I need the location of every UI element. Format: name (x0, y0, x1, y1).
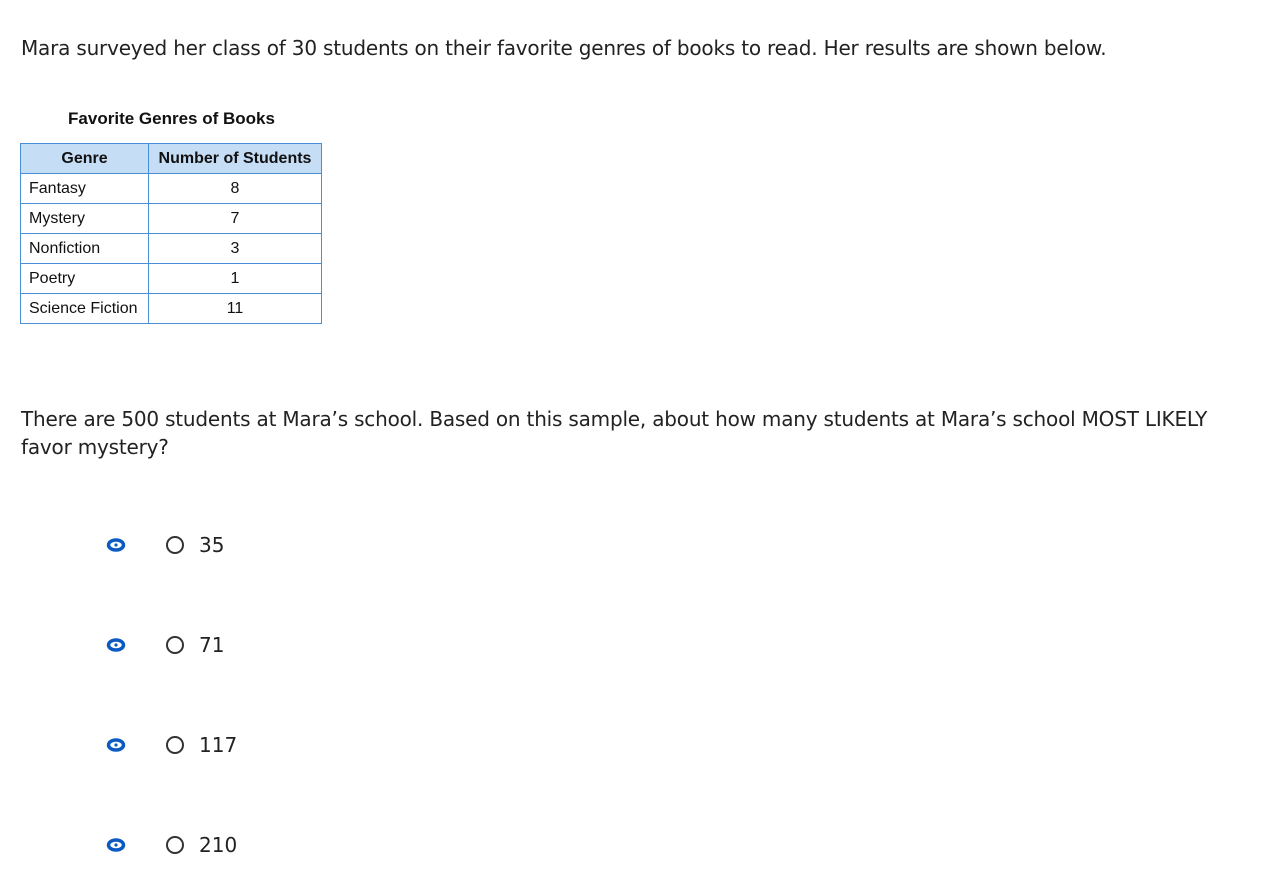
column-header-count: Number of Students (149, 144, 322, 174)
count-cell: 3 (149, 234, 322, 264)
eye-icon[interactable] (106, 835, 126, 855)
radio-button[interactable] (166, 636, 184, 654)
table-row (21, 264, 322, 294)
radio-button[interactable] (166, 536, 184, 554)
answer-choice-a[interactable] (106, 530, 224, 560)
genre-cell: Nonfiction (21, 234, 149, 264)
radio-button[interactable] (166, 736, 184, 754)
count-cell: 7 (149, 204, 322, 234)
genre-cell: Fantasy (21, 174, 149, 204)
choice-label[interactable]: 210 (199, 833, 238, 857)
table-row (21, 174, 322, 204)
count-cell: 1 (149, 264, 322, 294)
genre-cell: Poetry (21, 264, 149, 294)
eye-icon[interactable] (106, 535, 126, 555)
answer-choice-b[interactable] (106, 630, 224, 660)
column-header-genre: Genre (21, 144, 149, 174)
radio-button[interactable] (166, 836, 184, 854)
answer-choice-d[interactable] (106, 830, 237, 860)
count-cell: 11 (149, 294, 322, 324)
question-prompt: There are 500 students at Mara’s school. Based on this sample, about how many students at Mara’s school MOST LIKELY favor mystery? (21, 407, 1208, 459)
choice-label[interactable]: 71 (199, 633, 225, 657)
answer-choice-c[interactable] (106, 730, 237, 760)
table-row (21, 204, 322, 234)
table-row (21, 234, 322, 264)
question-intro: Mara surveyed her class of 30 students on their favorite genres of books to read. Her results are shown below. (21, 36, 1107, 60)
table-header-row (21, 144, 322, 174)
eye-icon[interactable] (106, 735, 126, 755)
choice-label[interactable]: 35 (199, 533, 225, 557)
count-cell: 8 (149, 174, 322, 204)
genres-table (20, 143, 322, 324)
choice-label[interactable]: 117 (199, 733, 238, 757)
table-title: Favorite Genres of Books (68, 109, 275, 128)
genre-cell: Mystery (21, 204, 149, 234)
table-row (21, 294, 322, 324)
eye-icon[interactable] (106, 635, 126, 655)
genre-cell: Science Fiction (21, 294, 149, 324)
